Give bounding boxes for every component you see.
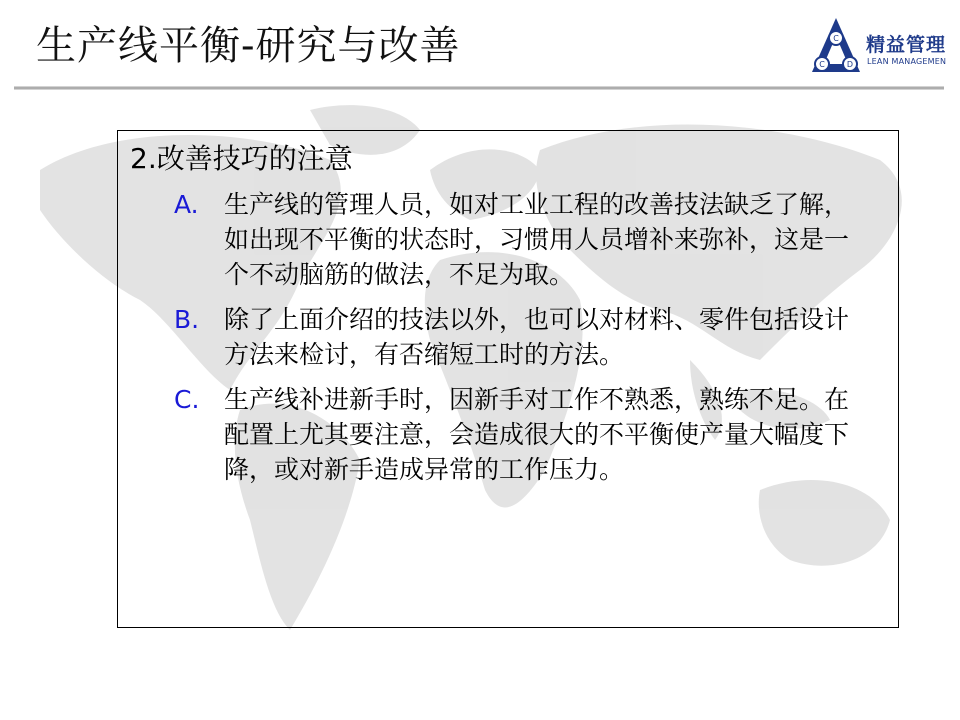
list-item-text: 生产线补进新手时，因新手对工作不熟悉，熟练不足。在配置上尤其要注意，会造成很大的不平衡使产量大幅度下降，或对新手造成异常的工作压力。 xyxy=(224,385,850,484)
section-heading: 2.改善技巧的注意 xyxy=(130,142,353,175)
list-item xyxy=(174,187,874,292)
logo-letter: C xyxy=(833,34,839,43)
list-item-text: 除了上面介绍的技法以外，也可以对材料、零件包括设计方法来检讨，有否缩短工时的方法。 xyxy=(224,305,850,369)
list-item xyxy=(174,382,874,487)
notes-list xyxy=(174,187,874,497)
list-item xyxy=(174,302,874,372)
logo-letter: D xyxy=(846,60,854,69)
list-marker: C. xyxy=(174,385,200,414)
list-marker: B. xyxy=(174,305,200,334)
company-logo xyxy=(810,12,950,78)
logo-name-english: LEAN MANAGEMEN xyxy=(867,57,947,66)
slide-title: 生产线平衡-研究与改善 xyxy=(36,23,461,69)
list-item-text: 生产线的管理人员，如对工业工程的改善技法缺乏了解，如出现不平衡的状态时，习惯用人员增补来弥补，这是一个不动脑筋的做法，不足为取。 xyxy=(224,190,850,289)
list-marker: A. xyxy=(174,190,199,219)
logo-name-chinese: 精益管理 xyxy=(866,34,947,56)
logo-letter: C xyxy=(819,60,825,69)
content-box xyxy=(117,130,899,628)
title-divider xyxy=(14,86,944,90)
triangle-logo-icon xyxy=(810,16,862,76)
